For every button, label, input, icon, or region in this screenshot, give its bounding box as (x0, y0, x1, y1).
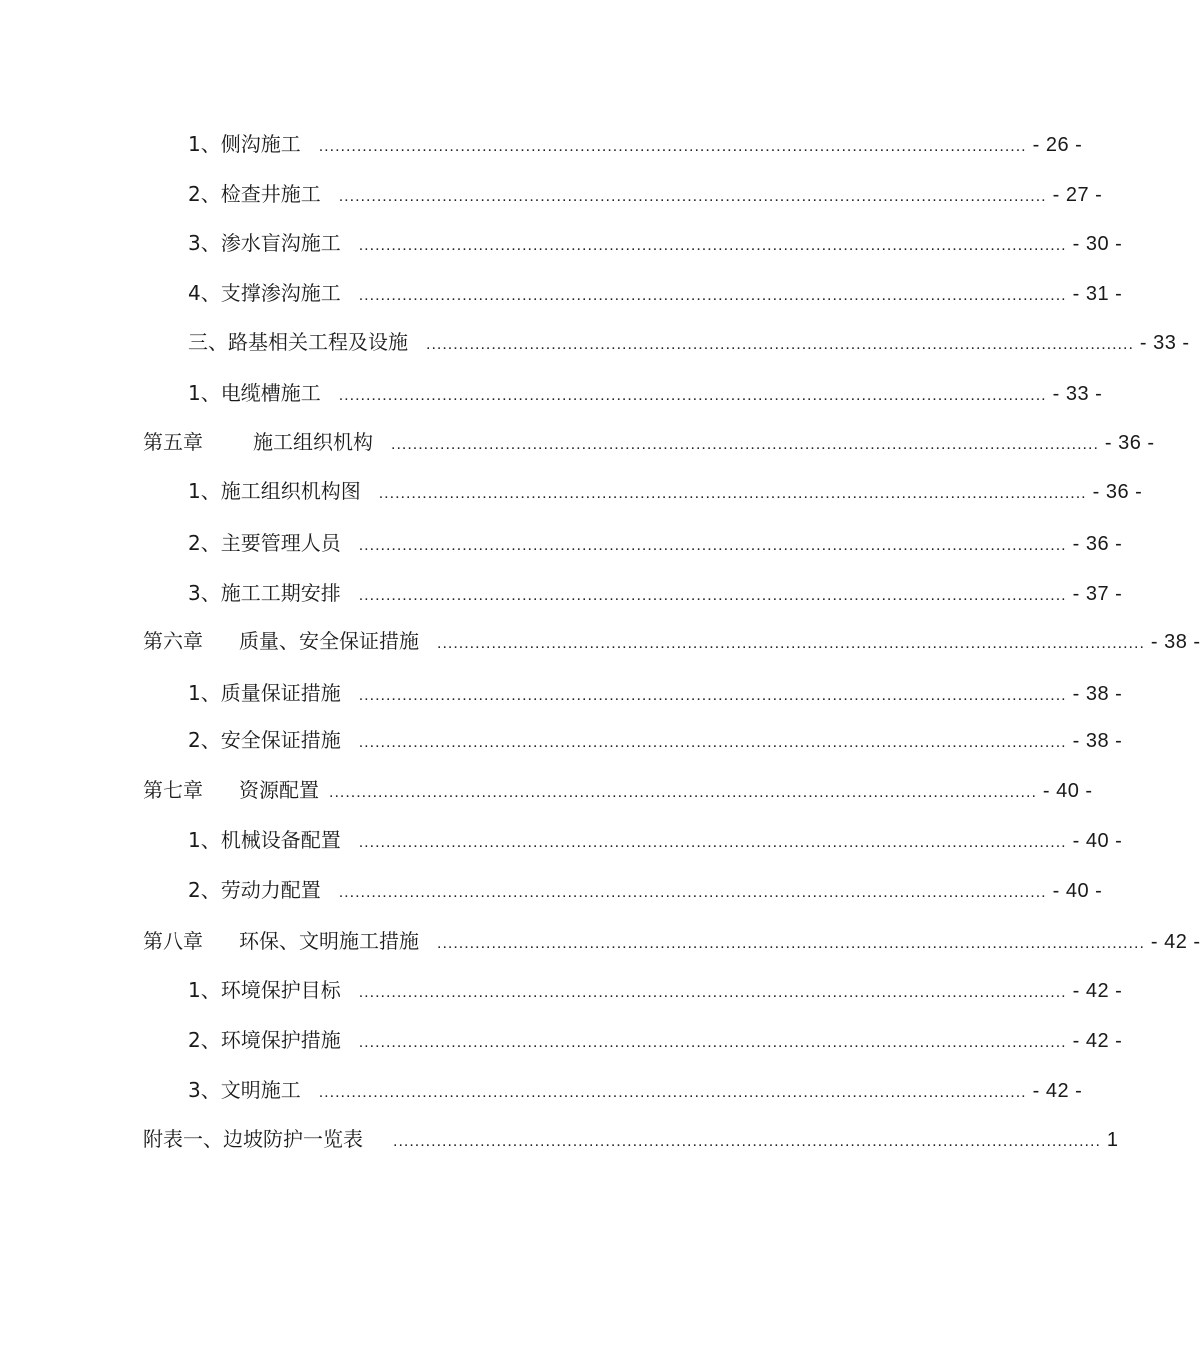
toc-entry-title: 三、路基相关工程及设施 (188, 330, 408, 354)
dot-leader: .................................................................................................................................. (378, 485, 1087, 502)
dot-leader: .................................................................................................................................. (358, 237, 1067, 254)
chapter-title: 施工组织机构 (253, 430, 373, 454)
toc-entry-page-number: - 42 - (1072, 1030, 1123, 1052)
toc-entry-title: 2、主要管理人员 (188, 531, 341, 555)
toc-entry-page-number: - 38 - (1072, 730, 1123, 752)
chapter-title: 环保、文明施工措施 (239, 929, 419, 953)
toc-entry-page-number: - 42 - (1150, 931, 1201, 953)
toc-entry-page-number: - 36 - (1072, 533, 1123, 555)
toc-entry-page-number: - 36 - (1092, 481, 1143, 503)
toc-entry-page-number: - 31 - (1072, 283, 1123, 305)
toc-chapter-entry[interactable] (143, 628, 1201, 657)
toc-entry-page-number: - 40 - (1042, 780, 1093, 802)
toc-entry-title: 附表一、边坡防护一览表 (143, 1127, 363, 1151)
dot-leader: .................................................................................................................................. (318, 1084, 1027, 1101)
dot-leader: .................................................................................................................................. (318, 138, 1027, 155)
toc-entry[interactable] (188, 329, 1190, 358)
dot-leader: .................................................................................................................................. (338, 884, 1047, 901)
toc-entry[interactable] (188, 280, 1123, 309)
toc-entry[interactable] (188, 977, 1123, 1006)
toc-entry-title: 2、劳动力配置 (188, 878, 321, 902)
dot-leader: .................................................................................................................................. (358, 287, 1067, 304)
toc-entry[interactable] (188, 727, 1123, 756)
toc-entry-page-number: - 38 - (1072, 683, 1123, 705)
toc-entry-title (143, 777, 319, 803)
toc-entry[interactable] (188, 380, 1103, 409)
toc-entry-page-number: - 33 - (1139, 332, 1190, 354)
toc-entry[interactable] (188, 181, 1103, 210)
toc-entry[interactable] (188, 530, 1123, 559)
chapter-number: 第六章 (143, 629, 203, 653)
toc-entry[interactable] (188, 877, 1103, 906)
toc-entry-title (143, 628, 419, 654)
toc-entry-title: 1、质量保证措施 (188, 681, 341, 705)
toc-entry-title: 1、施工组织机构图 (188, 479, 361, 503)
toc-entry[interactable] (188, 680, 1123, 709)
chapter-number: 第八章 (143, 929, 203, 953)
toc-entry-page-number: - 27 - (1052, 184, 1103, 206)
toc-entry-page-number: - 26 - (1032, 134, 1083, 156)
toc-entry[interactable] (188, 827, 1123, 856)
toc-entry-title: 1、机械设备配置 (188, 828, 341, 852)
toc-chapter-entry[interactable] (143, 777, 1093, 806)
dot-leader: .................................................................................................................................. (393, 1133, 1101, 1150)
toc-entry-title: 3、渗水盲沟施工 (188, 231, 341, 255)
toc-entry-title: 2、安全保证措施 (188, 728, 341, 752)
chapter-title: 质量、安全保证措施 (239, 629, 419, 653)
dot-leader: .................................................................................................................................. (358, 537, 1067, 554)
dot-leader: .................................................................................................................................. (358, 984, 1067, 1001)
toc-entry-page-number: - 40 - (1072, 830, 1123, 852)
toc-chapter-entry[interactable] (143, 429, 1155, 458)
toc-entry-title: 1、电缆槽施工 (188, 381, 321, 405)
dot-leader: .................................................................................................................................. (437, 635, 1145, 652)
toc-entry-page-number: - 42 - (1032, 1080, 1083, 1102)
dot-leader: .................................................................................................................................. (437, 935, 1145, 952)
dot-leader: .................................................................................................................................. (391, 436, 1099, 453)
toc-entry-title (143, 928, 419, 954)
chapter-title: 资源配置 (239, 778, 319, 802)
toc-entry-title: 2、检查井施工 (188, 182, 321, 206)
dot-leader: .................................................................................................................................. (329, 784, 1037, 801)
toc-entry-title: 1、侧沟施工 (188, 132, 301, 156)
chapter-number: 第七章 (143, 778, 203, 802)
toc-entry-page-number: - 33 - (1052, 383, 1103, 405)
toc-appendix-entry[interactable] (143, 1126, 1119, 1155)
toc-entry-title (143, 429, 373, 455)
toc-entry-title: 1、环境保护目标 (188, 978, 341, 1002)
toc-entry-title: 2、环境保护措施 (188, 1028, 341, 1052)
toc-entry-page-number: - 42 - (1072, 980, 1123, 1002)
toc-entry-page-number: - 30 - (1072, 233, 1123, 255)
toc-entry[interactable] (188, 1027, 1123, 1056)
toc-entry-page-number: - 36 - (1104, 432, 1155, 454)
toc-chapter-entry[interactable] (143, 928, 1201, 957)
chapter-number: 第五章 (143, 430, 203, 454)
toc-entry-title: 3、文明施工 (188, 1078, 301, 1102)
dot-leader: .................................................................................................................................. (426, 336, 1134, 353)
dot-leader: .................................................................................................................................. (338, 387, 1047, 404)
toc-entry[interactable] (188, 230, 1123, 259)
toc-entry-title: 3、施工工期安排 (188, 581, 341, 605)
toc-entry-page-number: - 40 - (1052, 880, 1103, 902)
dot-leader: .................................................................................................................................. (338, 188, 1047, 205)
toc-entry[interactable] (188, 580, 1123, 609)
toc-entry-page-number: - 37 - (1072, 583, 1123, 605)
toc-entry-page-number: - 38 - (1150, 631, 1201, 653)
dot-leader: .................................................................................................................................. (358, 1034, 1067, 1051)
dot-leader: .................................................................................................................................. (358, 587, 1067, 604)
dot-leader: .................................................................................................................................. (358, 834, 1067, 851)
toc-entry[interactable] (188, 478, 1143, 507)
toc-entry-title: 4、支撑渗沟施工 (188, 281, 341, 305)
dot-leader: .................................................................................................................................. (358, 687, 1067, 704)
toc-entry-page-number: 1 (1106, 1129, 1119, 1151)
dot-leader: .................................................................................................................................. (358, 734, 1067, 751)
toc-entry[interactable] (188, 1077, 1083, 1106)
toc-entry[interactable] (188, 131, 1083, 160)
